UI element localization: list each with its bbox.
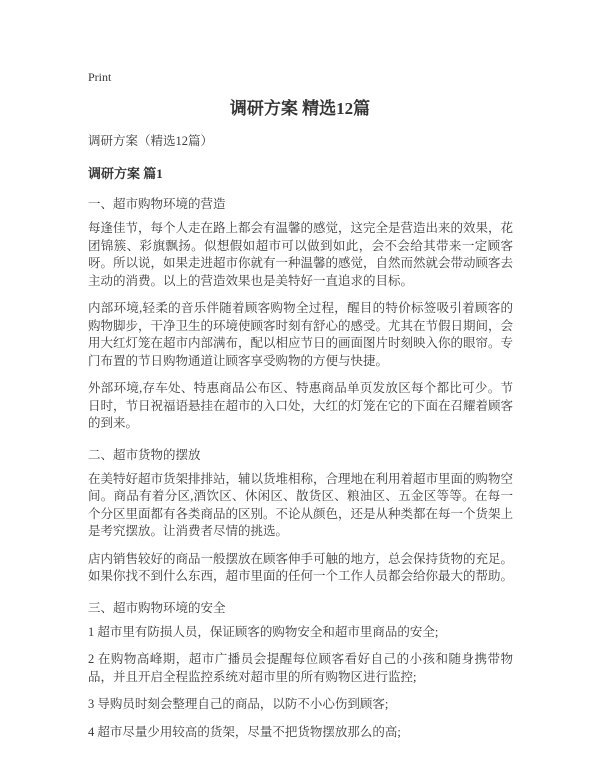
document-body xyxy=(88,131,513,751)
section-3-heading: 三、超市购物环境的安全 xyxy=(88,600,226,615)
paragraph: 外部环境,存车处、特惠商品公布区、特惠商品单页发放区每个都比可少。节日时，节日祝福语悬挂在超市的入口处，大红的灯笼在它的下面在召耀着顾客的到来。 xyxy=(88,381,514,430)
document-title: 调研方案 精选12篇 xyxy=(229,99,371,118)
paragraph: 在美特好超市货架排排站，辅以货堆相称，合理地在利用着超市里面的购物空间。商品有着分区,酒饮区、休闲区、散货区、粮油区、五金区等等。在每一个分区里面都有各类商品的区别。不论从颜色，还是从种类都在每一个货架上是考究摆放。让消费者尽情的挑选。 xyxy=(88,471,514,538)
document-subtitle: 调研方案（精选12篇） xyxy=(88,134,214,148)
list-item: 1 超市里有防损人员，保证顾客的购物安全和超市里商品的安全; xyxy=(88,624,439,639)
list-item: 2 在购物高峰期，超市广播员会提醒每位顾客看好自己的小孩和随身携带物品，并且开启全程监控系统对超市里的所有购物区进行监控; xyxy=(88,652,513,684)
section-2-heading: 二、超市货物的摆放 xyxy=(88,447,201,462)
section-1-heading: 一、超市购物环境的营造 xyxy=(88,197,226,211)
list-item: 3 导购员时刻会整理自己的商品，以防不小心伤到顾客; xyxy=(88,697,389,711)
paragraph: 内部环境,轻柔的音乐伴随着顾客购物全过程，醒目的特价标签吸引着顾客的购物脚步，干净卫生的环境使顾客时刻有舒心的感受。尤其在节假日期间，会用大红灯笼在超市内部满布，配以相应节日的画面图片时刻映入你的眼帘。专门布置的节日购物通道让顾客享受购物的方便与快捷。 xyxy=(88,301,514,368)
paragraph: 店内销售较好的商品一般摆放在顾客伸手可触的地方，总会保持货物的充足。如果你找不到什么东西，超市里面的任何一个工作人员都会给你最大的帮助。 xyxy=(88,551,514,583)
print-button[interactable]: Print xyxy=(88,70,112,84)
article-heading: 调研方案 篇1 xyxy=(88,166,163,181)
paragraph: 每逢佳节，每个人走在路上都会有温馨的感觉，这完全是营造出来的效果，花团锦簇、彩旗飘扬。似想假如超市可以做到如此，会不会给其带来一定顾客呀。所以说，如果走进超市你就有一种温馨的感觉，自然而然就会带动顾客去主动的消费。以上的营造效果也是美特好一直追求的目标。 xyxy=(88,221,514,288)
list-item: 4 超市尽量少用较高的货架，尽量不把货物摆放那么的高; xyxy=(88,724,401,739)
